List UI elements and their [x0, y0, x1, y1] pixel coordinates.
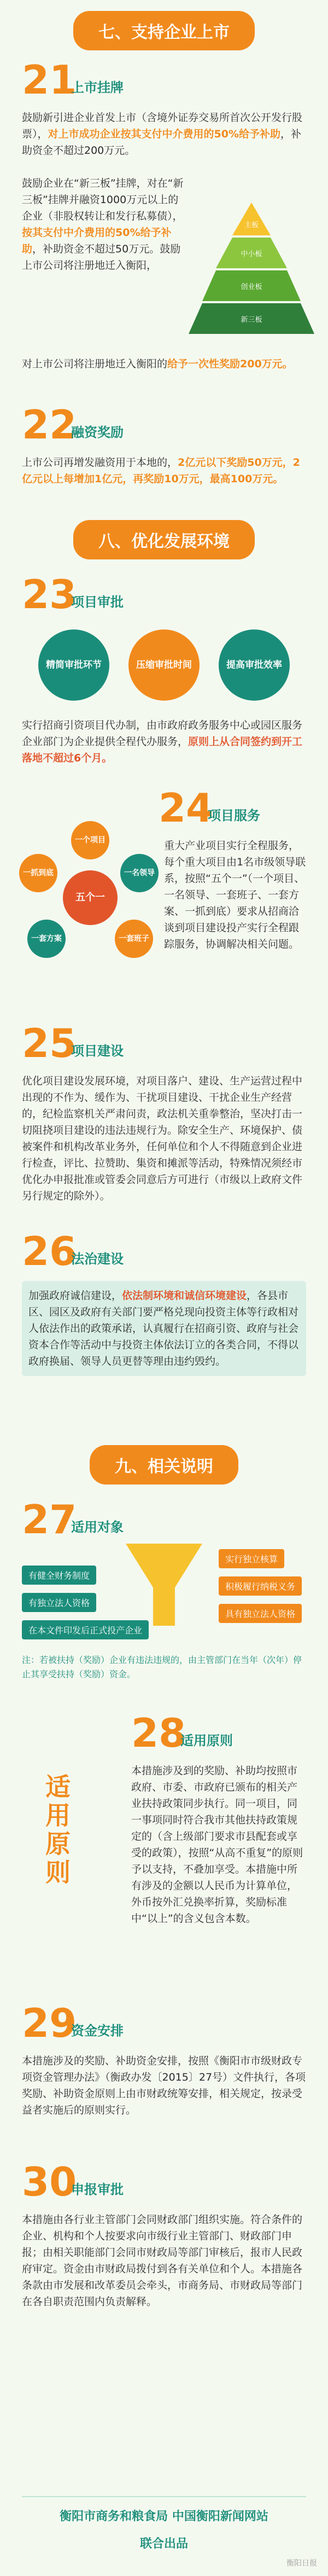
pyramid-label-2: 中小板	[241, 250, 262, 258]
pyramid-label-4: 新三板	[241, 316, 262, 324]
object-funnel-graphic	[126, 1544, 202, 1631]
five-one-node-4: 一套方案	[27, 920, 66, 958]
item-21-p3-em: 给予一次性奖励200万元。	[167, 358, 293, 370]
item-22-number: 22	[22, 402, 77, 448]
item-28-vertical-title: 适用原则	[42, 1774, 71, 1887]
section-8-header	[0, 520, 328, 559]
item-21-p2-em: 按其支付中介费用的50%给予补助	[22, 227, 172, 255]
object-tag-right-2: 积极履行纳税义务	[219, 1576, 302, 1596]
item-26-p1-tail: ，各县市区、园区及政府有关部门要严格兑现向投资主体等行政相对人依法作出的政策承诺，认真履行在招商引资、政府与社会资本合作等活动中与投资主体依法订立的各类合同，不得以政府换届、领导人员更替等理由违约毁约。	[28, 1290, 299, 1367]
item-23-number: 23	[22, 571, 77, 617]
item-24-para-1: 重大产业项目实行全程服务，每个重大项目由1名市级领导联系，按照“五个一”（一个项目、一名领导、一套班子、一套方案、一抓到底）要求从招商洽谈到项目建设投产实行全程跟踪服务，协调解决相关问题。	[164, 840, 306, 950]
approval-circle-3: 提高审批效率	[219, 629, 290, 701]
section-7-title: 七、支持企业上市	[73, 11, 255, 50]
item-21-title: 上市挂牌	[71, 80, 124, 95]
item-25-para-1: 优化项目建设发展环境，对项目落户、建设、生产运营过程中出现的不作为、缓作为、干扰项目建设、干扰企业生产经营的，纪检监察机关严肃问责，政法机关重拳整治，坚决打击一切阻挠项目建设的违法违规行为。除安全生产、环境保护、债被案件和机构改革业务外，任何单位和个人不得随意到企业进行检查，评比、拉赞助、集资和摊派等活动，特殊情况须经市优化办申报批准或管委会同意后方可进行（市级以上政府文件另行规定的除外）。	[22, 1075, 303, 1202]
item-21-para-3	[22, 356, 306, 372]
pyramid-label-3: 创业板	[241, 283, 262, 291]
item-28-para-1: 本措施涉及到的奖励、补助均按照市政府、市委、市政府已颁布的相关产业扶持政策同步执行。同一项目，同一事项同时符合我市其他扶持政策规定的（含上级部门要求市县配套或享受的政策），按照“从高不重复”的原则予以支持，不叠加享受。本措施中所有涉及的金额以人民币为计算单位，外币按外汇兑换率折算，奖励标准中“以上”的含义包含本数。	[131, 1765, 303, 1925]
item-22-p1-text: 上市公司再增发融资用于本地的，	[22, 457, 178, 469]
item-26-title: 法治建设	[71, 1251, 124, 1267]
item-28-title: 适用原则	[180, 1733, 233, 1748]
footer-divider	[22, 2496, 306, 2497]
pyramid-label-1: 主板	[244, 221, 259, 229]
item-24-title: 项目服务	[208, 808, 260, 823]
item-26-p1-text: 加强政府诚信建设，	[28, 1290, 122, 1302]
item-27-note: 注：若被扶持（奖励）企业有违法违规的，由主管部门在当年（次年）停止其享受扶持（奖励）资金。	[22, 1655, 302, 1679]
item-26-para-1	[22, 1281, 306, 1376]
five-one-node-5: 一抓到底	[19, 854, 57, 892]
item-23-para-1	[22, 717, 306, 766]
item-23-title: 项目审批	[71, 594, 124, 610]
item-26-number: 26	[22, 1228, 77, 1274]
item-23-p1-text: 实行招商引资项目代办制，由市政府政务服务中心或园区服务企业部门为企业提供全程代办服务，	[22, 719, 303, 748]
item-22-title: 融资奖励	[71, 425, 124, 440]
item-30-number: 30	[22, 2159, 77, 2205]
item-24-number: 24	[159, 785, 214, 831]
item-21-number: 21	[22, 57, 77, 103]
object-tag-right-1: 实行独立核算	[219, 1549, 284, 1568]
item-21-para-1	[22, 109, 306, 159]
object-tag-left-3: 在本文件印发后正式投产企业	[22, 1620, 149, 1639]
item-21-para-2	[22, 175, 186, 274]
five-one-node-1: 一个项目	[71, 821, 109, 859]
item-22-p1-em: 2亿元以下奖励50万元，2亿元以上每增加1亿元，再奖励10万元，最高100万元。	[22, 457, 300, 485]
approval-circle-2: 压缩审批时间	[128, 629, 200, 701]
item-26-p1-em: 依法制环境和诚信环境建设	[122, 1290, 247, 1302]
five-one-center: 五个一	[63, 870, 118, 925]
item-29-para-1: 本措施涉及的奖励、补助资金安排，按照《衡阳市市级财政专项资金管理办法》（衡政办发〔2015〕27号）文件执行，各项奖励、补助资金原则上由市财政统筹安排，相关规定，按录受益者实施后的原则实行。	[22, 2055, 306, 2116]
section-9-header	[0, 1445, 328, 1485]
object-tag-right-3: 具有独立法人资格	[219, 1604, 302, 1623]
item-21-p1-em: 对上市成功企业按其支付中介费用的50%给予补助	[48, 128, 280, 140]
item-29-number: 29	[22, 2000, 77, 2046]
item-21-p3-text: 对上市公司将注册地迁入衡阳的	[22, 358, 168, 370]
item-27-number: 27	[22, 1497, 77, 1543]
object-tag-left-1: 有健全财务制度	[22, 1566, 96, 1585]
item-21-p1-tail: ，补助资金不超过200万元。	[22, 128, 302, 157]
item-23-p1-em: 原则上从合同签约到开工落地不超过6个月。	[22, 736, 303, 764]
item-21-p2-tail: ，补助资金不超过50万元。鼓励上市公司将注册地迁入衡阳，	[22, 243, 181, 272]
item-25-number: 25	[22, 1020, 77, 1066]
item-25-title: 项目建设	[71, 1043, 124, 1059]
section-7-header	[0, 11, 328, 50]
item-30-para-1: 本措施由各行业主管部门会同财政部门组织实施。符合条件的企业、机构和个人按要求向市级行业主管部门、财政部门申报；由相关职能部门会同市财政局等部门审核后，报市人民政府审定。资金由市财政局拨付到各有关单位和个人。本措施各条款由市发展和改革委员会牵头，市商务局、市财政局等部门在各自职责范围内负责解释。	[22, 2214, 303, 2308]
listing-pyramid-graphic	[189, 197, 314, 339]
item-21-p1-text: 鼓励新引进企业首发上市（含境外证券交易所首次公开发行股票），	[22, 112, 303, 140]
item-30-title: 申报审批	[71, 2182, 124, 2197]
section-9-title: 九、相关说明	[90, 1445, 238, 1485]
item-28-number: 28	[131, 1710, 186, 1756]
object-tag-left-2: 有独立法人资格	[22, 1593, 96, 1612]
item-29-title: 资金安排	[71, 2023, 124, 2038]
five-one-node-3: 一套班子	[115, 920, 153, 958]
item-21-p2-text: 鼓励企业在“新三板”挂牌，对在“新三板”挂牌并融资1000万元以上的企业（非股权转让和发行私募债），	[22, 177, 184, 222]
footer-producers: 衡阳市商务和粮食局 中国衡阳新闻网站	[60, 2510, 268, 2523]
footer-joint: 联合出品	[139, 2537, 188, 2551]
approval-circle-1: 精简审批环节	[38, 629, 109, 701]
item-27-title: 适用对象	[71, 1520, 124, 1535]
watermark: 衡阳日报	[286, 2559, 317, 2568]
item-22-para-1	[22, 454, 306, 487]
section-8-title: 八、优化发展环境	[73, 520, 255, 559]
five-one-node-2: 一名领导	[120, 854, 159, 892]
